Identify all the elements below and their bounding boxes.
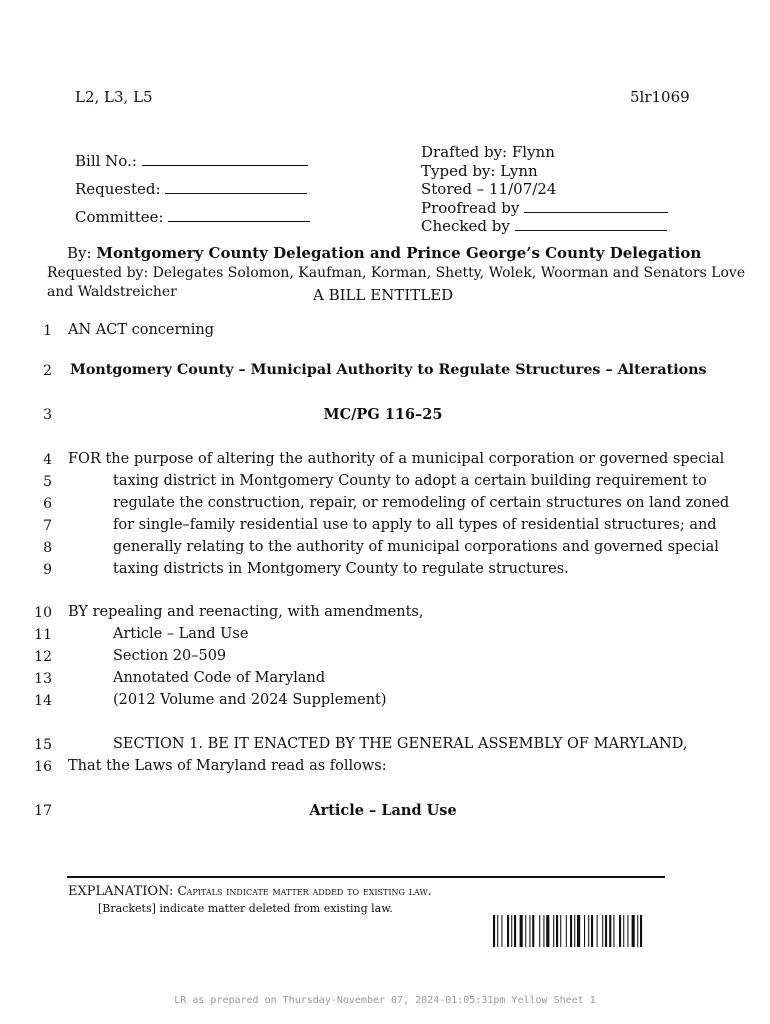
committee-label: Committee: [75,208,164,226]
bill-title: Montgomery County – Municipal Authority to Regulate Structures – Alterations [70,362,707,378]
barcode-bar [556,915,558,947]
bill-entitled: A BILL ENTITLED [313,286,454,304]
explanation-line [68,884,432,899]
line-number: 3 [43,407,52,423]
checked-label: Checked by [421,217,510,235]
code-ref: Annotated Code of Maryland [113,670,326,686]
barcode-bar [520,915,523,947]
repeal-line: BY repealing and reenacting, with amendments, [68,604,424,620]
explanation-label: EXPLANATION: [68,884,174,899]
bill-code-line: MC/PG 116–25 [323,406,443,423]
barcode-bar [637,915,638,947]
header-codes: L2, L3, L5 [75,88,153,106]
bill-no-blank [142,153,308,166]
line-number: 16 [34,759,52,775]
requested-by-line2: and Waldstreicher [47,284,177,300]
proofread-field [421,199,668,217]
barcode-bar [588,915,589,947]
section-ref: Section 20–509 [113,648,227,664]
proofread-blank [524,200,668,213]
line-number: 4 [43,452,52,468]
line-number: 1 [43,323,52,339]
line-number: 7 [43,518,52,534]
footer-print-info: LR as prepared on Thursday-November 07, 2024-01:05:31pm Yellow Sheet 1 [174,995,596,1006]
volume-ref: (2012 Volume and 2024 Supplement) [113,692,387,708]
barcode-bar [623,915,624,947]
line-number: 12 [34,649,52,665]
brackets-word: [Brackets] [98,902,156,915]
enacting-clause: SECTION 1. BE IT ENACTED BY THE GENERAL ASSEMBLY OF MARYLAND, [113,736,688,752]
barcode-bar [532,915,534,947]
line-number: 6 [43,496,52,512]
checked-blank [515,218,667,231]
barcode-bar [597,915,598,947]
sponsor-delegation: Montgomery County Delegation and Prince George’s County Delegation [96,244,702,262]
enacting-clause-cont: That the Laws of Maryland read as follows: [68,758,387,774]
barcode-bar [613,915,614,947]
barcode-bar [609,915,611,947]
barcode-bar [619,915,621,947]
typed-by: Typed by: Lynn [421,162,538,180]
barcode-bar [543,915,544,947]
brackets-note: indicate matter deleted from existing law. [159,902,393,915]
line-number: 15 [34,737,52,753]
line-number: 14 [34,693,52,709]
barcode [493,915,679,947]
barcode-bar [539,915,540,947]
barcode-bar [497,915,498,947]
drafted-by: Drafted by: Flynn [421,143,555,161]
purpose-line: for single–family residential use to apply to all types of residential structures; and [113,517,717,533]
barcode-bar [574,915,575,947]
requested-blank [165,181,307,194]
barcode-bar [602,915,603,947]
barcode-bar [511,915,512,947]
act-concerning: AN ACT concerning [68,322,215,338]
barcode-bar [514,915,516,947]
purpose-line: taxing districts in Montgomery County to regulate structures. [113,561,569,577]
barcode-bar [501,915,502,947]
article-ref: Article – Land Use [113,626,249,642]
requested-label: Requested: [75,180,161,198]
line-number: 9 [43,562,52,578]
barcode-bar [560,915,561,947]
barcode-bar [627,915,628,947]
line-number: 17 [34,803,52,819]
purpose-line: FOR the purpose of altering the authority of a municipal corporation or governed special [68,451,725,467]
committee-blank [168,209,310,222]
by-prefix: By: [67,244,92,262]
bill-code: 5lr1069 [630,88,690,106]
purpose-line: generally relating to the authority of municipal corporations and governed special [113,539,719,555]
barcode-bar [605,915,607,947]
brackets-line [98,902,393,915]
barcode-bar [566,915,567,947]
barcode-bar [591,915,593,947]
line-number: 10 [34,605,52,621]
purpose-line: taxing district in Montgomery County to adopt a certain building requirement to [113,473,707,489]
barcode-bar [507,915,509,947]
bill-no-label: Bill No.: [75,152,137,170]
barcode-bar [640,915,642,947]
requested-by-line1: Requested by: Delegates Solomon, Kaufman, Korman, Shetty, Wolek, Woorman and Senators Love [47,265,746,281]
line-number: 2 [43,363,52,379]
barcode-bar [529,915,530,947]
barcode-bar [546,915,549,947]
barcode-bar [632,915,635,947]
barcode-bar [584,915,585,947]
requested-field [75,180,307,198]
line-number: 11 [34,627,52,643]
line-number: 13 [34,671,52,687]
purpose-line: regulate the construction, repair, or remodeling of certain structures on land zoned [113,495,730,511]
barcode-bar [553,915,554,947]
explanation-rule [67,876,665,878]
barcode-bar [525,915,526,947]
committee-field [75,208,310,226]
barcode-bar [577,915,580,947]
sponsor-line [67,244,701,262]
proofread-label: Proofread by [421,199,520,217]
checked-field [421,217,667,235]
bill-no-field [75,152,308,170]
barcode-bar [493,915,495,947]
line-number: 8 [43,540,52,556]
line-number: 5 [43,474,52,490]
barcode-bar [570,915,572,947]
article-heading: Article – Land Use [309,802,457,819]
capitals-note: Capitals indicate matter added to existing law. [177,884,432,898]
stored-date: Stored – 11/07/24 [421,180,557,198]
